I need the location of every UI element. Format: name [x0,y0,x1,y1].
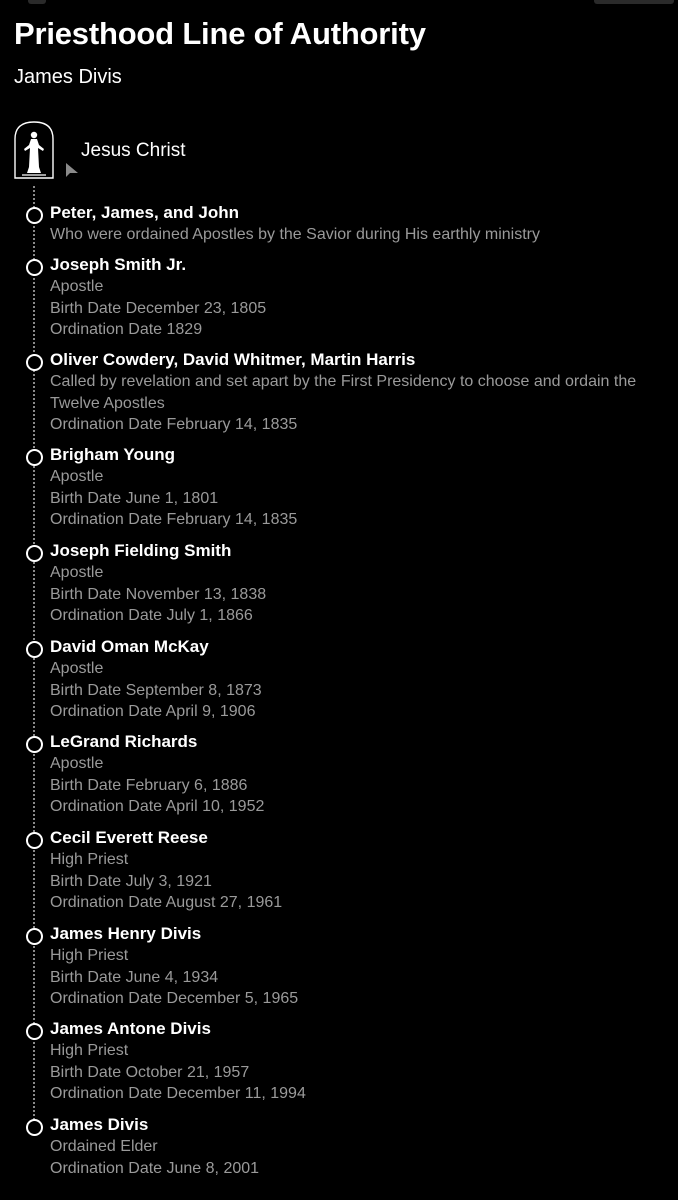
entry-name: James Antone Divis [50,1019,211,1038]
entry-name: LeGrand Richards [50,732,198,751]
entry-name: Oliver Cowdery, David Whitmer, Martin Harris [50,350,416,369]
entry-role: Ordained Elder [50,1138,158,1155]
entry-ordination-date: Ordination Date July 1, 1866 [50,607,253,625]
entry-birth-date: Birth Date December 23, 1805 [50,299,267,317]
root-name: Jesus Christ [81,140,186,161]
timeline-node-icon [26,354,43,371]
entry-role: High Priest [50,947,129,964]
entry-birth-date: Birth Date February 6, 1886 [50,776,248,794]
entry-name: Joseph Fielding Smith [50,541,232,560]
entry-ordination-date: Ordination Date August 27, 1961 [50,894,283,912]
entry-role: Apostle [50,468,104,485]
entry-role: Apostle [50,278,104,295]
timeline-node-icon [26,1023,43,1040]
entry-detail: Called by revelation and set apart by the First Presidency to choose and ordain the Twelve Apostles [50,373,637,412]
entry-name: James Henry Divis [50,924,202,943]
entry-birth-date: Birth Date June 1, 1801 [50,489,219,507]
timeline-node-icon [26,259,43,276]
entry-ordination-date: Ordination Date 1829 [50,321,203,339]
entry-name: James Divis [50,1115,149,1134]
entry-name: Cecil Everett Reese [50,828,208,847]
entry-ordination-date: Ordination Date June 8, 2001 [50,1159,260,1177]
timeline-node-icon [26,832,43,849]
entry-ordination-date: Ordination Date December 11, 1994 [50,1085,306,1103]
entry-detail: Who were ordained Apostles by the Savior during His earthly ministry [50,226,540,243]
entry-birth-date: Birth Date September 8, 1873 [50,681,262,699]
entry-birth-date: Birth Date July 3, 1921 [50,872,212,890]
entry-role: Apostle [50,755,104,772]
timeline-node-icon [26,641,43,658]
entry-name: Joseph Smith Jr. [50,255,187,274]
entry-ordination-date: Ordination Date February 14, 1835 [50,511,298,529]
entry-role: Apostle [50,660,104,677]
entry-ordination-date: Ordination Date April 10, 1952 [50,798,265,816]
timeline-node-icon [26,736,43,753]
timeline-node-icon [26,207,43,224]
entry-birth-date: Birth Date October 21, 1957 [50,1063,250,1081]
timeline-node-icon [26,928,43,945]
entry-role: High Priest [50,1042,129,1059]
entry-name: Brigham Young [50,445,175,464]
entry-ordination-date: Ordination Date December 5, 1965 [50,990,299,1008]
entry-ordination-date: Ordination Date April 9, 1906 [50,703,256,721]
timeline-node-icon [26,449,43,466]
entry-role: High Priest [50,851,129,868]
timeline-node-icon [26,545,43,562]
entry-birth-date: Birth Date November 13, 1838 [50,585,267,603]
entry-birth-date: Birth Date June 4, 1934 [50,968,219,986]
timeline-node-icon [26,1119,43,1136]
entry-name: Peter, James, and John [50,203,239,222]
page-title: Priesthood Line of Authority [14,16,426,51]
entry-role: Apostle [50,564,104,581]
entry-ordination-date: Ordination Date February 14, 1835 [50,416,298,434]
entry-name: David Oman McKay [50,637,209,656]
page-subtitle: James Divis [14,66,122,88]
